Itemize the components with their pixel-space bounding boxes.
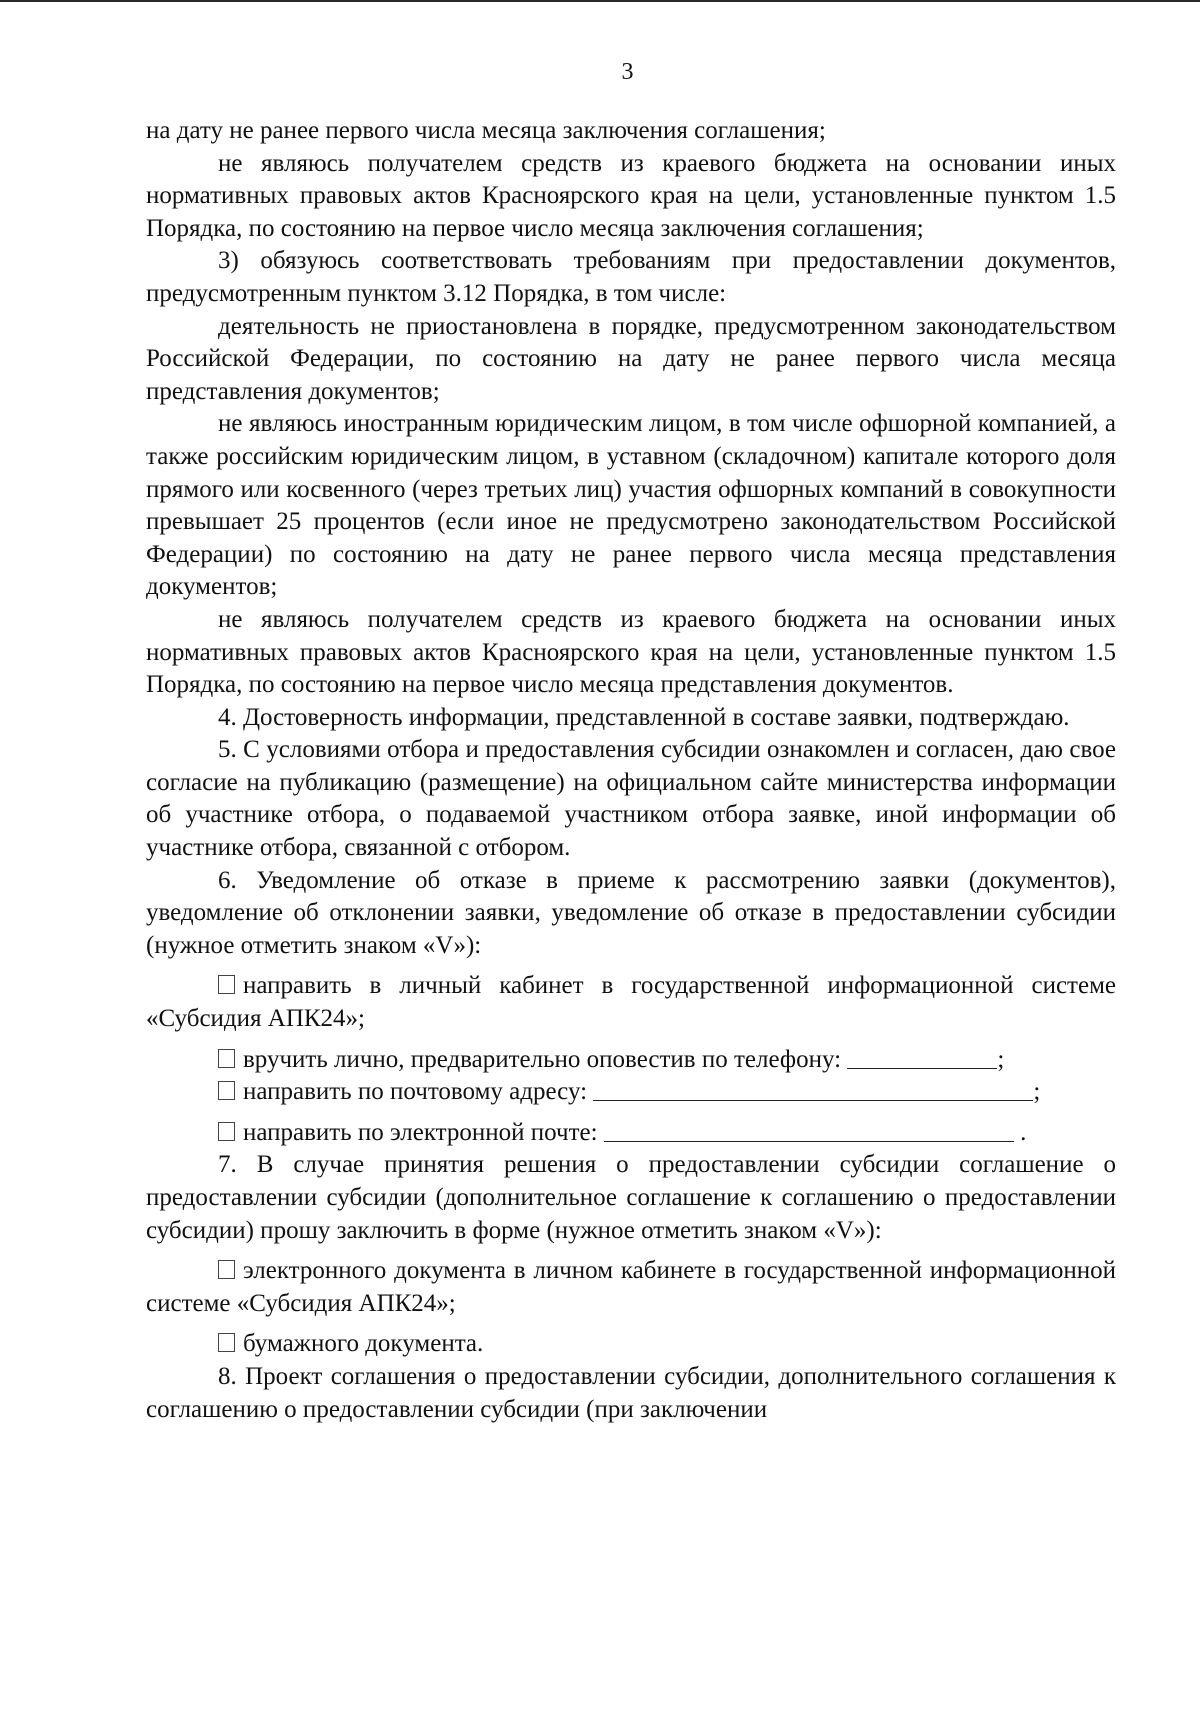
- option-notify-cabinet-label: направить в личный кабинет в государственной информационной системе «Субсидия АПК24»;: [146, 972, 1116, 1033]
- paragraph-item-4: 4. Достоверность информации, представленной в составе заявки, подтверждаю.: [218, 703, 1070, 731]
- paragraph-not-foreign-entity: не являюсь иностранным юридическим лицом, в том числе офшорной компанией, а также российским юридическим лицом, в уставном (складочном) капитале которого доля прямого или косвенного (через третьих лиц) участия офшорных компаний в совокупности превышает 25 процентов (если иное не предусмотрено законодательством Российской Федерации) по состоянию на дату не ранее первого числа месяца представления документов;: [146, 410, 1116, 601]
- option-notify-email: [146, 1117, 1116, 1150]
- page-number: 3: [621, 59, 634, 85]
- paragraph-activity-not-suspended: деятельность не приостановлена в порядке, предусмотренном законодательством Российской Федерации, по состоянию на дату не ранее первого числа месяца представления документов;: [146, 312, 1116, 405]
- paragraph-item-3: 3) обязуюсь соответствовать требованиям при предоставлении документов, предусмотренным пунктом 3.12 Порядка, в том числе:: [146, 247, 1116, 307]
- option-notify-post-label: направить по почтовому адресу:: [243, 1078, 588, 1106]
- paragraph-not-recipient-documents: не являюсь получателем средств из краевого бюджета на основании иных нормативных правовых актов Красноярского края на цели, установленные пунктом 1.5 Порядка, по состоянию на первое число месяца представления документов.: [146, 605, 1116, 699]
- postal-address-blank-field[interactable]: [593, 1078, 1033, 1101]
- paragraph-item-8: 8. Проект соглашения о предоставлении субсидии, дополнительного соглашения к соглашению о предоставлении субсидии (при заключении: [146, 1362, 1116, 1423]
- option-notify-post-end: ;: [1033, 1078, 1041, 1106]
- option-form-electronic-label: электронного документа в личном кабинете в государственной информационной системе «Субсидия АПК24»;: [146, 1257, 1116, 1317]
- option-form-paper: [146, 1328, 1116, 1361]
- checkbox-form-electronic[interactable]: [218, 1260, 235, 1279]
- option-notify-cabinet: [146, 970, 1116, 1035]
- paragraph-item-7: 7. В случае принятия решения о предоставлении субсидии соглашение о предоставлении субсидии (дополнительное соглашение к соглашению о предоставлении субсидии) прошу заключить в форме (нужное отметить знаком «V»):: [146, 1151, 1116, 1244]
- option-form-electronic: [146, 1255, 1116, 1320]
- option-notify-in-person-end: ;: [997, 1045, 1005, 1073]
- checkbox-form-paper[interactable]: [218, 1333, 235, 1352]
- email-blank-field[interactable]: [604, 1119, 1014, 1142]
- option-notify-email-label: направить по электронной почте:: [243, 1118, 598, 1146]
- option-notify-in-person: [146, 1044, 1116, 1077]
- checkbox-notify-cabinet[interactable]: [218, 975, 235, 994]
- document-body: [146, 115, 1116, 1426]
- page-top-border: [0, 0, 1200, 2]
- option-notify-in-person-label: вручить лично, предварительно оповестив по телефону:: [243, 1045, 842, 1073]
- checkbox-notify-in-person[interactable]: [218, 1049, 235, 1068]
- paragraph-not-recipient-agreement: не являюсь получателем средств из краевого бюджета на основании иных нормативных правовых актов Красноярского края на цели, установленные пунктом 1.5 Порядка, по состоянию на первое число месяца заключения соглашения;: [146, 149, 1116, 242]
- checkbox-notify-post[interactable]: [218, 1081, 235, 1100]
- paragraph-item-5: 5. С условиями отбора и предоставления субсидии ознакомлен и согласен, даю свое согласие на публикацию (размещение) на официальном сайте министерства информации об участнике отбора, о подаваемой участником отбора заявке, иной информации об участнике отбора, связанной с отбором.: [146, 736, 1116, 862]
- phone-blank-field[interactable]: [847, 1046, 997, 1069]
- paragraph-item-6: 6. Уведомление об отказе в приеме к рассмотрению заявки (документов), уведомление об отклонении заявки, уведомление об отказе в предоставлении субсидии (нужное отметить знаком «V»):: [146, 866, 1116, 959]
- option-form-paper-label: бумажного документа.: [243, 1330, 484, 1358]
- option-notify-email-end: .: [1020, 1118, 1027, 1146]
- checkbox-notify-email[interactable]: [218, 1122, 235, 1141]
- paragraph-date-condition: на дату не ранее первого числа месяца заключения соглашения;: [146, 117, 826, 144]
- option-notify-post: [146, 1076, 1116, 1109]
